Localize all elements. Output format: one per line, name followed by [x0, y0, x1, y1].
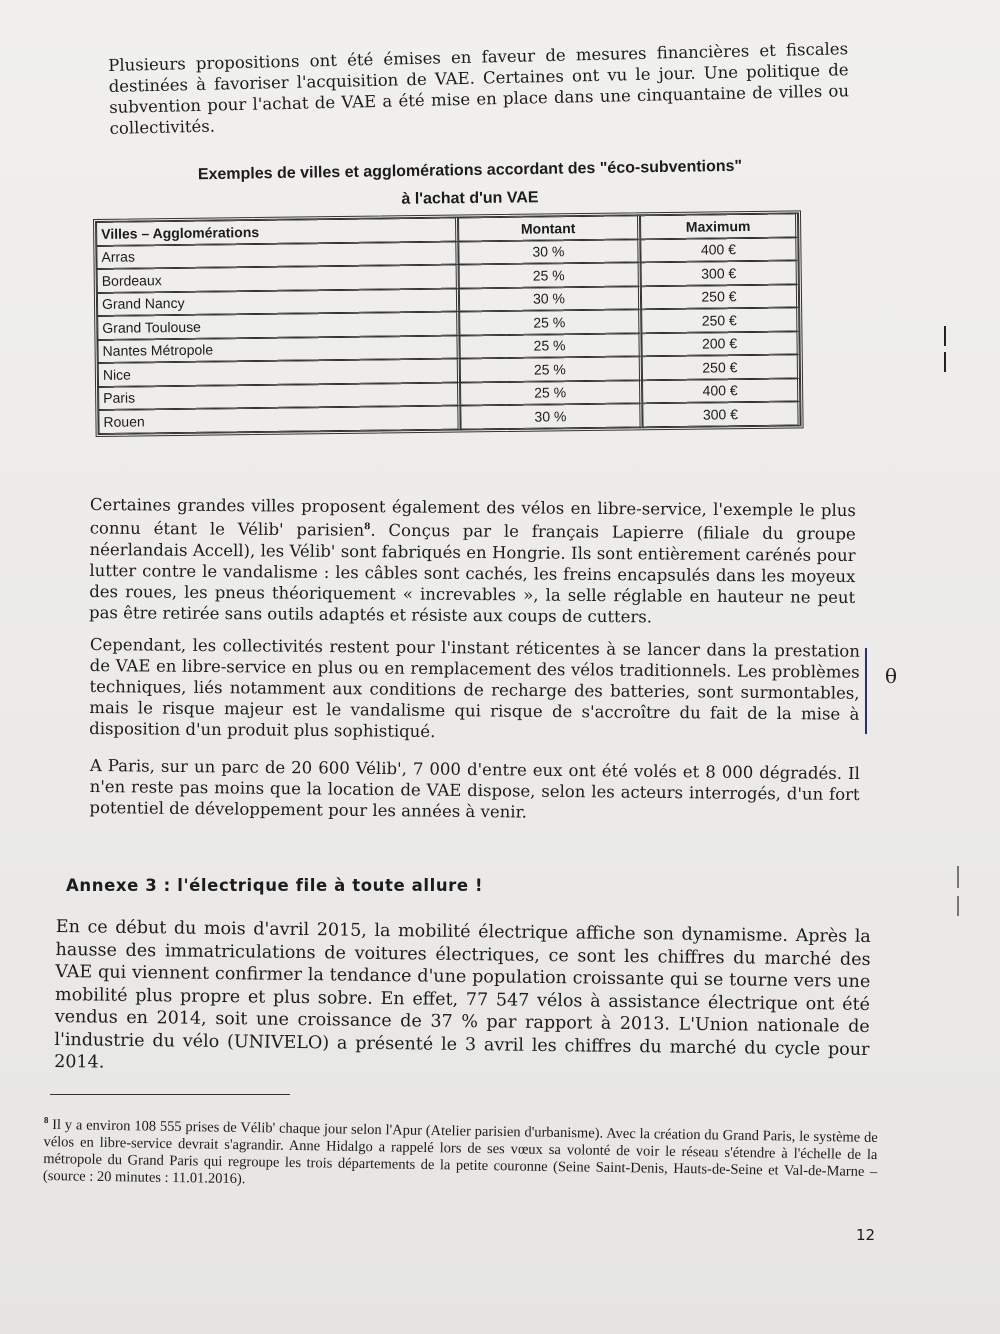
- cell-maximum: 250 €: [641, 284, 799, 309]
- footnote-marker: 8: [43, 1114, 49, 1126]
- subsidy-table-wrapper: [93, 210, 804, 436]
- theta-mark-icon: θ: [885, 664, 898, 688]
- annexe-paragraph: En ce début du mois d'avril 2015, la mobilité électrique affiche son dynamisme. Après la hausse des immatriculations de voitures électriques, ce sont les chiffres du marché des VAE qui viennent confirmer la tendance d'une population croissante qui se tourne vers une mobilité plus propre et plus sobre. En effet, 77 547 vélos à assistance électrique ont été vendus en 2014, soit une croissance de 37 % par rapport à 2013. L'Union nationale de l'industrie du vélo (UNIVELO) a présenté le 3 avril les chiffres du marché du cycle pour 2014.: [54, 916, 871, 1073]
- cell-city: Rouen: [98, 406, 460, 434]
- subsidy-table: [93, 210, 804, 436]
- velib-text-start: Certaines grandes villes proposent également des vélos en libre-service, l'exemple le plus connu étant le Vélib' parisien: [89, 494, 856, 540]
- header-amount: Montant: [458, 215, 640, 241]
- cell-amount: 25 %: [460, 356, 642, 382]
- table-title-line1: Exemples de villes et agglomérations accordant des "éco-subventions": [197, 157, 743, 184]
- margin-mark: [944, 326, 946, 346]
- cell-maximum: 200 €: [641, 331, 799, 356]
- margin-mark: [944, 352, 946, 372]
- cell-city: Nice: [98, 359, 460, 387]
- cell-maximum: 400 €: [642, 378, 800, 403]
- footnote: [43, 1112, 878, 1198]
- cell-amount: 30 %: [460, 403, 642, 429]
- cell-maximum: 300 €: [641, 260, 799, 285]
- cell-amount: 30 %: [458, 239, 640, 265]
- intro-paragraph: Plusieurs propositions ont été émises en faveur de mesures financières et fiscales destinées à favoriser l'acquisition de VAE. Certaines ont vu le jour. Une politique de subvention pour l'achat de VAE a été mise en place dans une cinquantaine de villes ou collectivités.: [108, 39, 850, 138]
- cell-city: Arras: [96, 241, 458, 269]
- cell-amount: 25 %: [460, 380, 642, 406]
- footnote-separator: [50, 1094, 290, 1095]
- header-maximum: Maximum: [640, 213, 798, 238]
- cell-city: Paris: [98, 382, 460, 410]
- cell-maximum: 250 €: [642, 354, 800, 379]
- cell-city: Grand Toulouse: [97, 312, 459, 340]
- cell-maximum: 250 €: [641, 307, 799, 332]
- page-number: 12: [856, 1226, 876, 1244]
- cell-amount: 30 %: [459, 286, 641, 312]
- cell-city: Nantes Métropole: [97, 335, 459, 363]
- velib-paragraph: [89, 494, 856, 629]
- margin-pen-line: [865, 648, 867, 734]
- velib-text-end: . Conçus par le français Lapierre (filiale du groupe néerlandais Accell), les Vélib' sont fabriqués en Hongrie. Ils sont entièrement carénés pour lutter contre le vandalisme : les câbles sont cachés, les freins encapsulés dans les moyeux des roues, les pneus théoriquement « increvables », la selle réglable en hauteur ne peut pas être retirée sans outils adaptés et résiste aux coups de cutters.: [88, 520, 856, 626]
- cell-maximum: 300 €: [642, 401, 800, 426]
- cell-city: Bordeaux: [97, 265, 459, 293]
- annexe-heading: Annexe 3 : l'électrique file à toute allure !: [66, 876, 484, 895]
- margin-mark: [957, 896, 959, 916]
- margin-mark: [957, 866, 959, 888]
- cell-amount: 25 %: [459, 309, 641, 335]
- header-cities: Villes – Agglomérations: [96, 218, 458, 246]
- cell-maximum: 400 €: [640, 237, 798, 262]
- footnote-reference: 8: [364, 522, 371, 533]
- cell-city: Grand Nancy: [97, 288, 459, 316]
- cependant-paragraph: Cependant, les collectivités restent pour l'instant réticentes à se lancer dans la prestation de VAE en libre-service en plus ou en remplacement des vélos traditionnels. Les problèmes techniques, liés notamment aux conditions de recharge des batteries, sont surmontables, mais le risque majeur est le vandalisme qui risque de s'accroître du fait de la mise à disposition d'un produit plus sophistiqué.: [89, 634, 860, 742]
- cell-amount: 25 %: [459, 262, 641, 288]
- paris-paragraph: A Paris, sur un parc de 20 600 Vélib', 7 000 d'entre eux ont été volés et 8 000 dégradés. Il n'en reste pas moins que la location de VAE dispose, selon les acteurs interrogés, d'un fort potentiel de développement pour les années à venir.: [89, 755, 860, 822]
- cell-amount: 25 %: [459, 333, 641, 359]
- footnote-text: Il y a environ 108 555 prises de Vélib' chaque jour selon l'Apur (Atelier parisien d'urbanisme). Avec la création du Grand Paris, le système de vélos en libre-service devrait s'agrandir. Anne Hidalgo a rappelé lors de ses vœux sa volonté de voir le réseau s'étendre à l'échelle de la métropole du Grand Paris qui regroupe les trois départements de la petite couronne (Seine Saint-Denis, Hauts-de-Seine et Val-de-Marne – (source : 20 minutes : 11.01.2016).: [42, 1116, 878, 1187]
- table-title-line2: à l'achat d'un VAE: [401, 189, 539, 208]
